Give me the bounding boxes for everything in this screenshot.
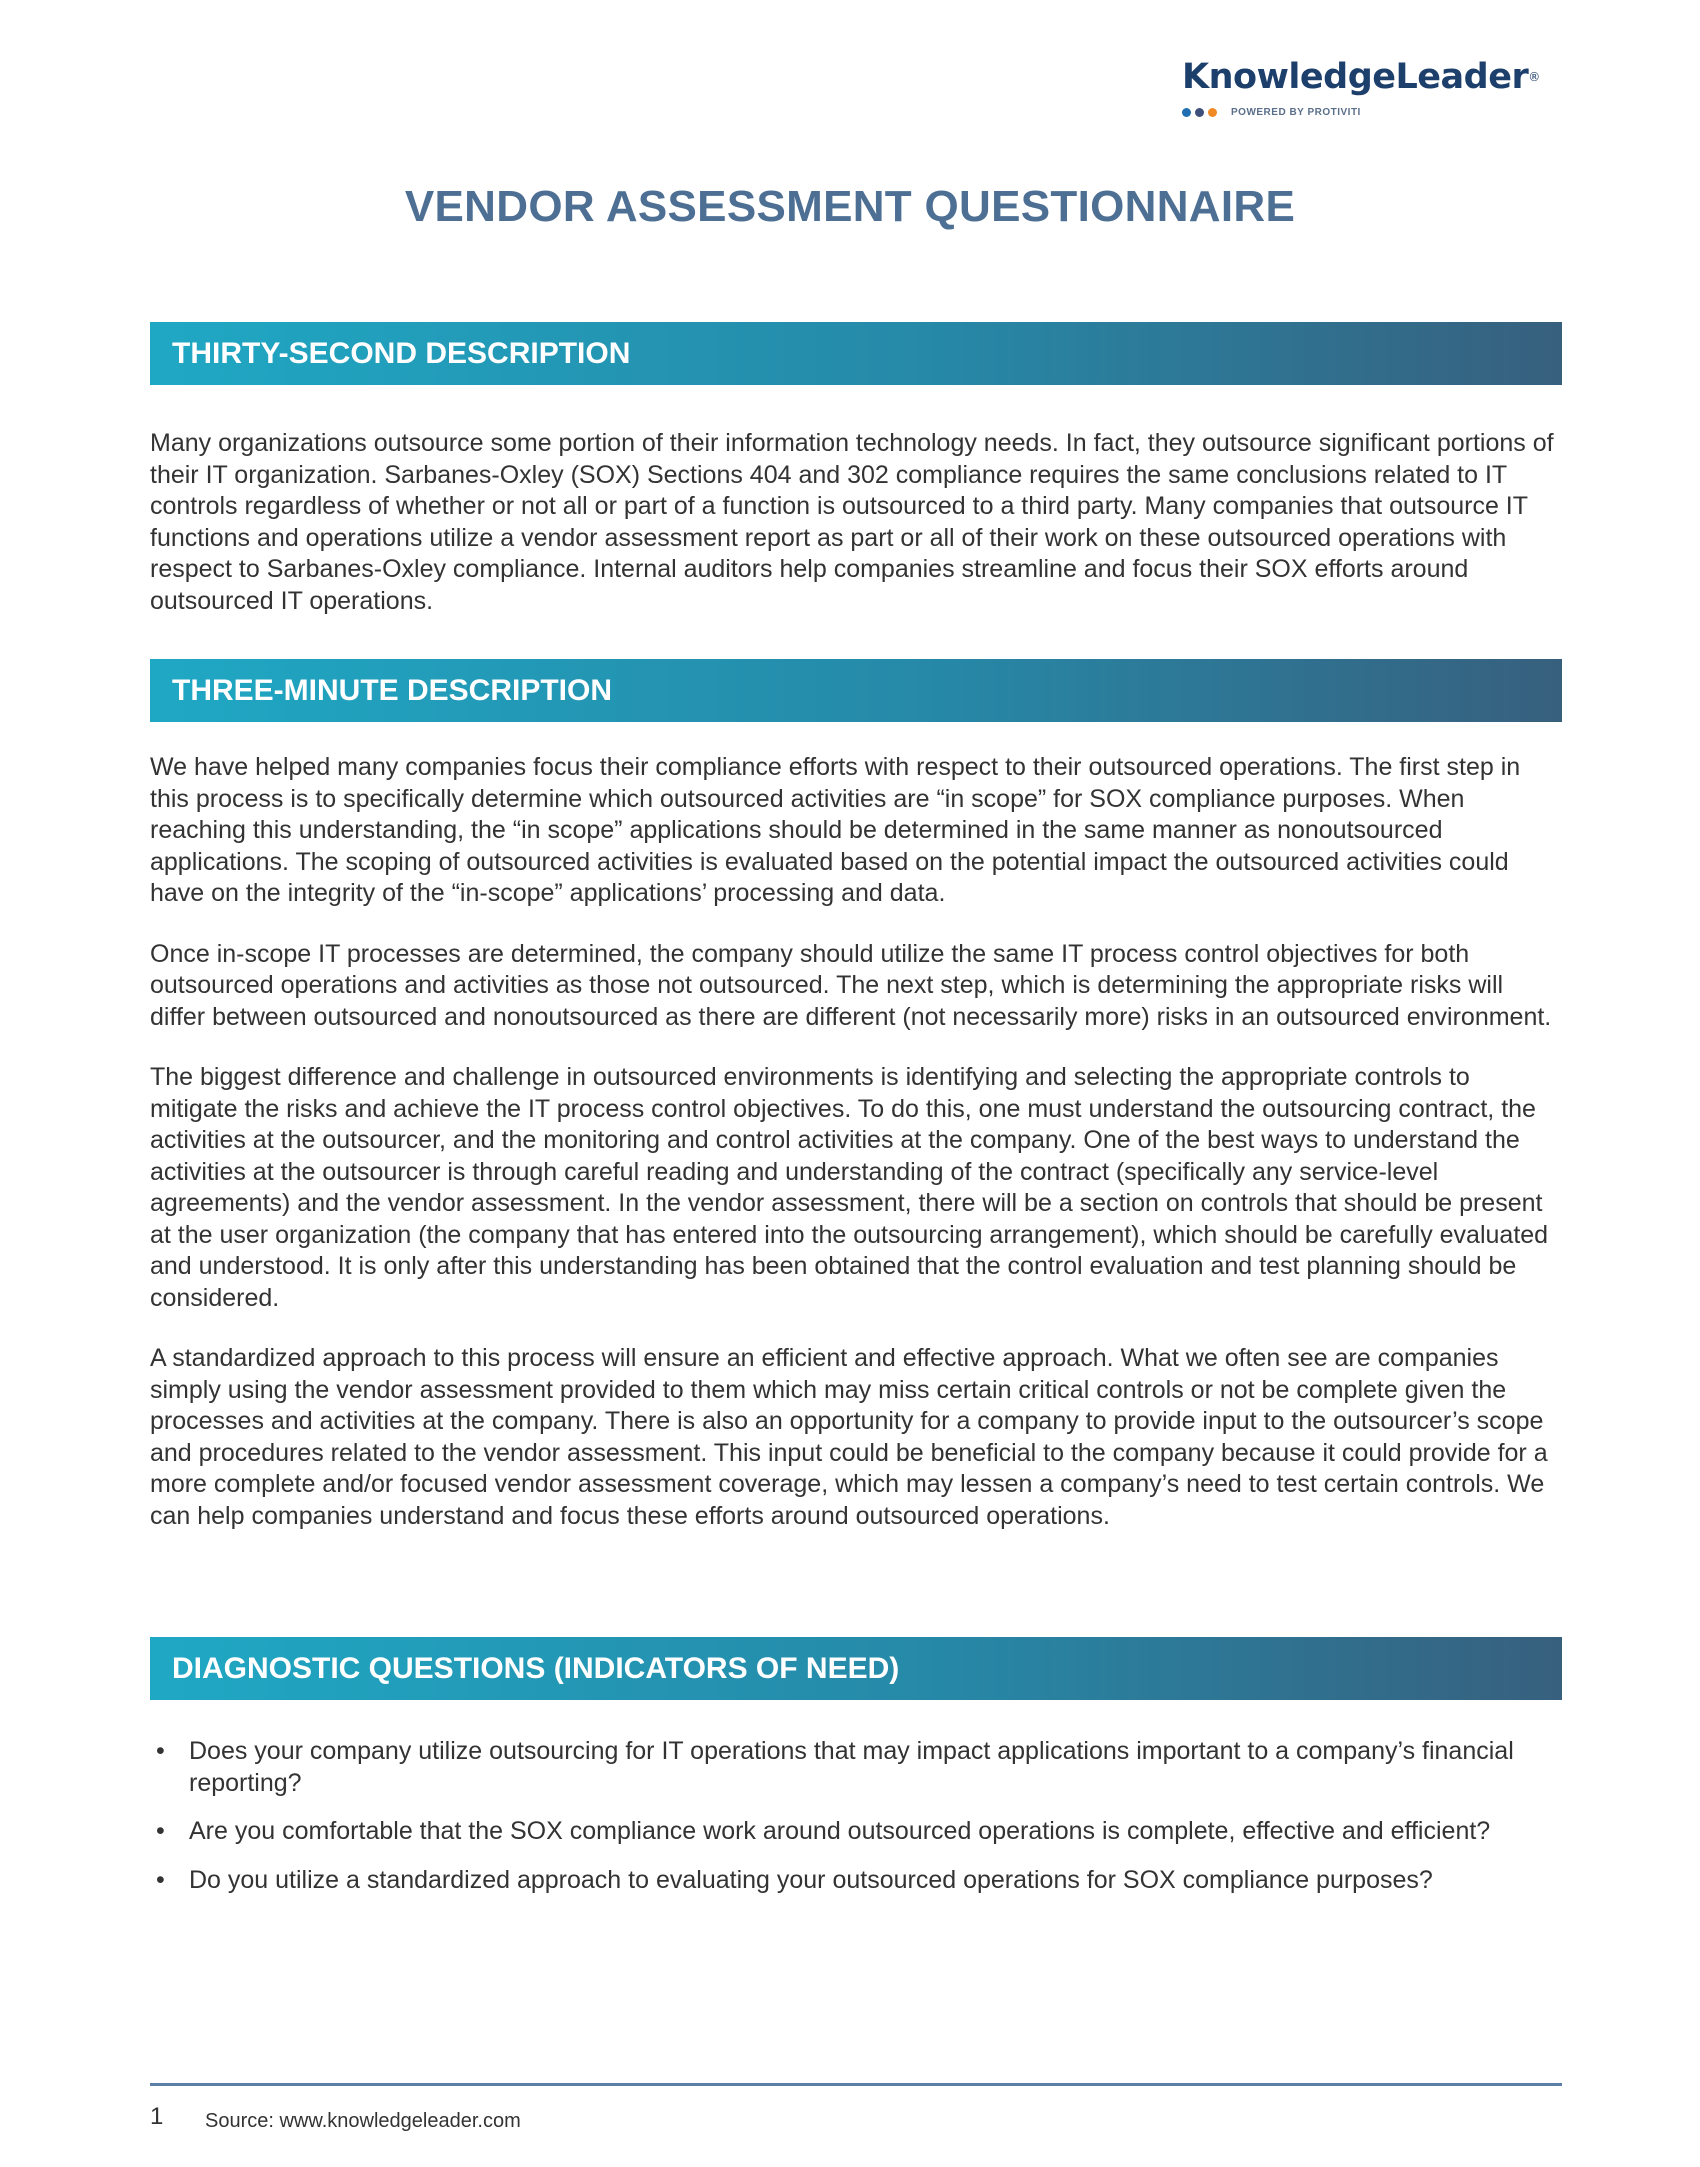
bullet-icon: • [156, 1737, 165, 1765]
knowledgeleader-logo [1182, 55, 1540, 118]
diagnostic-questions-list [150, 1736, 1562, 1913]
list-item-text: Does your company utilize outsourcing for IT operations that may impact applications important to a company’s financial reporting? [189, 1737, 1514, 1797]
section-heading-thirty-second: THIRTY-SECOND DESCRIPTION [150, 322, 1562, 385]
paragraph: We have helped many companies focus their compliance efforts with respect to their outsourced operations. The first step in this process is to specifically determine which outsourced activities are “in scope” for SOX compliance purposes. When reaching this understanding, the “in scope” applications should be determined in the same manner as nonoutsourced applications. The scoping of outsourced activities is evaluated based on the potential impact the outsourced activities could have on the integrity of the “in-scope” applications’ processing and data. [150, 753, 1521, 907]
list-item [150, 1865, 1562, 1897]
bullet-icon: • [156, 1817, 165, 1845]
logo-subline [1182, 107, 1522, 118]
list-item-text: Are you comfortable that the SOX compliance work around outsourced operations is complete, effective and efficient? [189, 1817, 1491, 1845]
section-heading-diagnostic-questions: DIAGNOSTIC QUESTIONS (INDICATORS OF NEED) [150, 1637, 1562, 1700]
footer-source: Source: www.knowledgeleader.com [205, 2110, 521, 2132]
paragraph: The biggest difference and challenge in outsourced environments is identifying and selecting the appropriate controls to mitigate the risks and achieve the IT process control objectives. To do this, one must understand the outsourcing contract, the activities at the outsourcer, and the monitoring and control activities at the company. One of the best ways to understand the activities at the outsourcer is through careful reading and understanding of the contract (specifically any service-level agreements) and the vendor assessment. In the vendor assessment, there will be a section on controls that should be present at the user organization (the company that has entered into the outsourcing arrangement), which should be carefully evaluated and understood. It is only after this understanding has been obtained that the control evaluation and test planning should be considered. [150, 1063, 1549, 1312]
logo-tagline: POWERED BY PROTIVITI [1231, 107, 1361, 118]
footer-divider [150, 2083, 1562, 2086]
section-heading-three-minute: THREE-MINUTE DESCRIPTION [150, 659, 1562, 722]
paragraph: A standardized approach to this process will ensure an efficient and effective approach. What we often see are companies simply using the vendor assessment provided to them which may miss certain critical controls or not be complete given the processes and activities at the company. There is also an opportunity for a company to provide input to the outsourcer’s scope and procedures related to the vendor assessment. This input could be beneficial to the company because it could provide for a more complete and/or focused vendor assessment coverage, which may lessen a company’s need to test certain controls. We can help companies understand and focus these efforts around outsourced operations. [150, 1344, 1548, 1530]
logo-wordmark [1182, 55, 1540, 99]
paragraph: Once in-scope IT processes are determined, the company should utilize the same IT process control objectives for both outsourced operations and activities as those not outsourced. The next step, which is determining the appropriate risks will differ between outsourced and nonoutsourced as there are different (not necessarily more) risks in an outsourced environment. [150, 939, 1552, 1031]
logo-registered-mark: ® [1528, 70, 1540, 84]
logo-dot-navy [1195, 108, 1204, 117]
section-body-thirty-second [150, 428, 1562, 646]
logo-dot-orange [1208, 108, 1217, 117]
logo-brand-part2: Leader [1395, 57, 1529, 97]
section-body-three-minute [150, 752, 1562, 1561]
list-item-text: Do you utilize a standardized approach to evaluating your outsourced operations for SOX compliance purposes? [189, 1865, 1433, 1894]
page-number: 1 [150, 2103, 164, 2130]
list-item [150, 1816, 1562, 1848]
logo-dots-icon [1182, 108, 1217, 117]
list-item [150, 1736, 1562, 1799]
document-title: VENDOR ASSESSMENT QUESTIONNAIRE [404, 182, 1296, 231]
logo-dot-blue [1182, 108, 1191, 117]
bullet-icon: • [156, 1865, 165, 1894]
paragraph: Many organizations outsource some portion of their information technology needs. In fact, they outsource significant portions of their IT organization. Sarbanes-Oxley (SOX) Sections 404 and 302 compliance requires the same conclusions related to IT controls regardless of whether or not all or part of a function is outsourced to a third party. Many companies that outsource IT functions and operations utilize a vendor assessment report as part or all of their work on these outsourced operations with respect to Sarbanes-Oxley compliance. Internal auditors help companies streamline and focus their SOX efforts around outsourced IT operations. [150, 429, 1554, 615]
logo-brand-part1: Knowledge [1182, 57, 1396, 97]
